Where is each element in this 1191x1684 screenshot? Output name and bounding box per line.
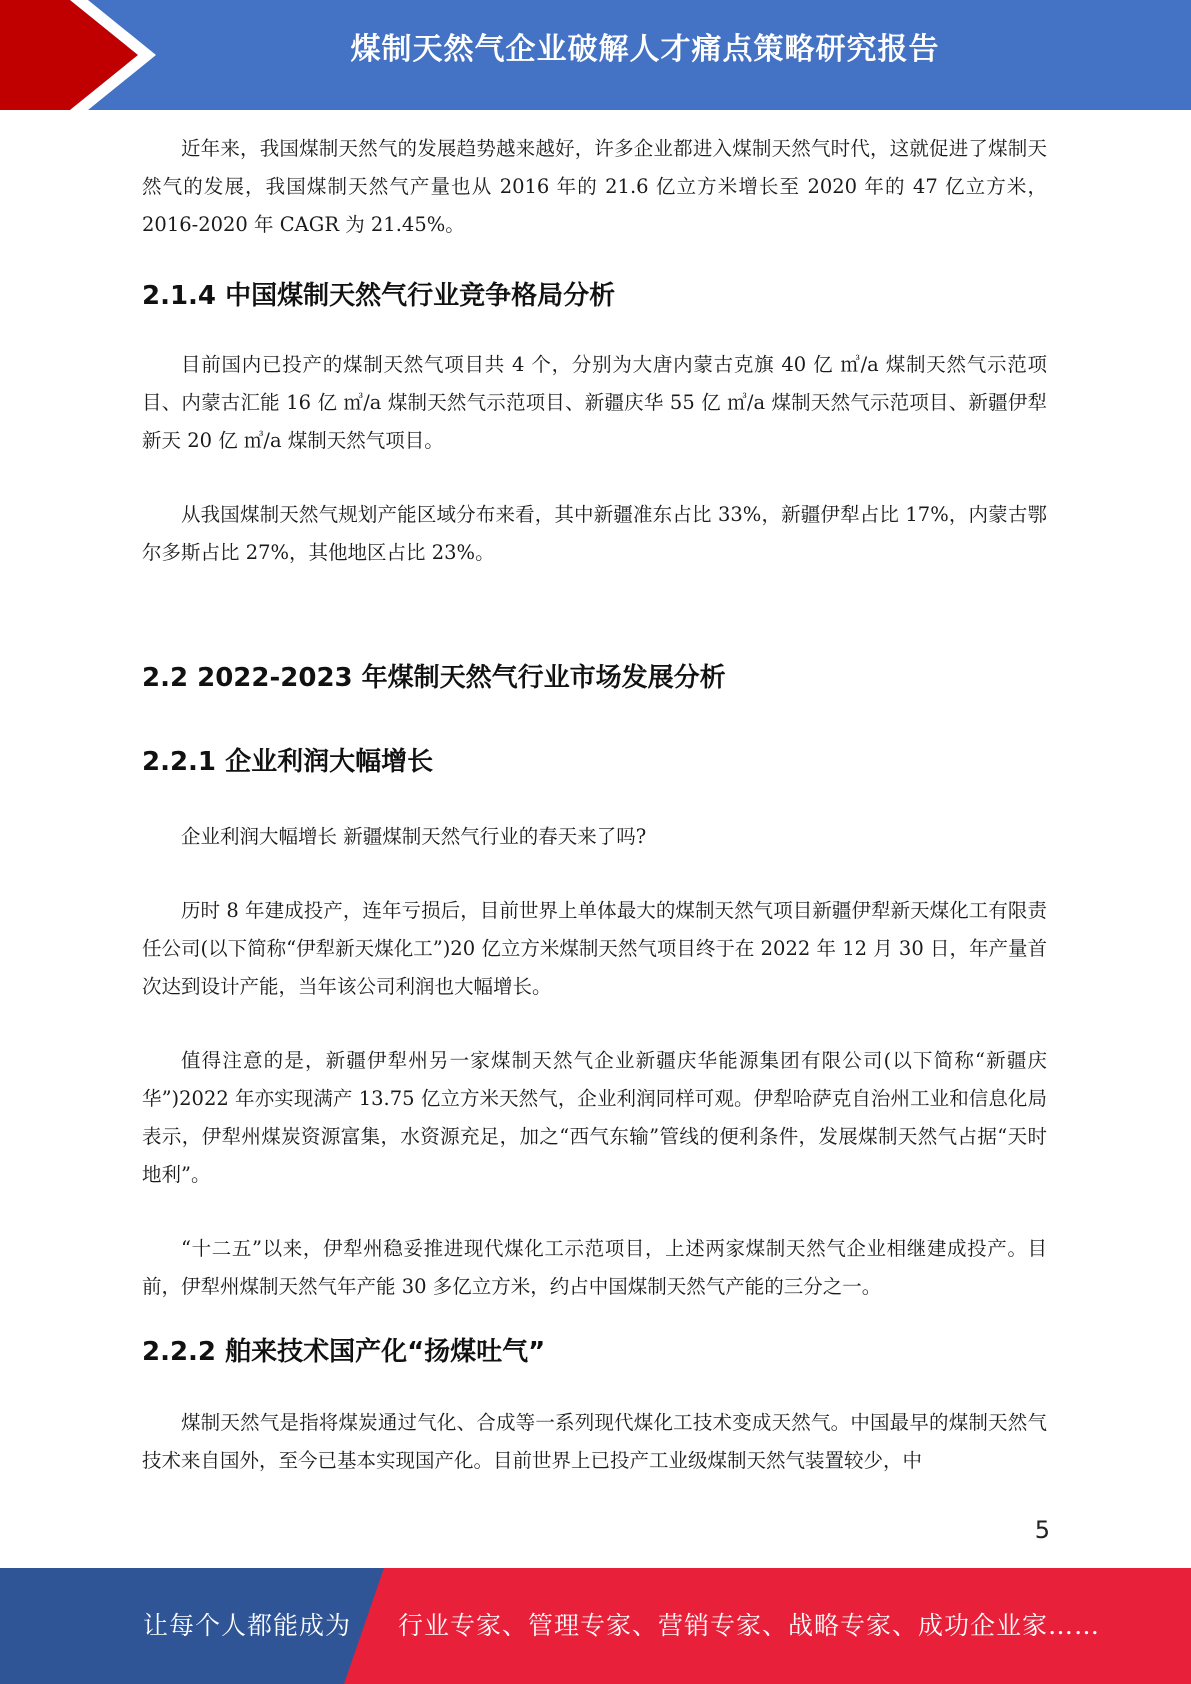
paragraph-profit-question: 企业利润大幅增长 新疆煤制天然气行业的春天来了吗? (181, 825, 647, 848)
footer-slogan-left: 让每个人都能成为 (143, 1611, 352, 1640)
paragraph-projects: 目前国内已投产的煤制天然气项目共 4 个，分别为大唐内蒙古克旗 40 亿 ㎥/a 煤制天然气示范项目、内蒙古汇能 16 亿 ㎥/a 煤制天然气示范项目、新疆庆华 55 亿 ㎥/a 煤制天然气示范项目、新疆伊犁新天 20 亿 ㎥/a 煤制天然气项目。 (142, 353, 1047, 452)
page-header (0, 0, 1191, 110)
document-body (142, 130, 1047, 1480)
footer-slogan-right: 行业专家、管理专家、营销专家、战略专家、成功企业家…… (398, 1611, 1101, 1640)
heading-2-2-2: 2.2.2 舶来技术国产化“扬煤吐气” (142, 1337, 546, 1367)
page-number: 5 (1034, 1516, 1050, 1544)
heading-2-2-1: 2.2.1 企业利润大幅增长 (142, 747, 434, 777)
paragraph-technology: 煤制天然气是指将煤炭通过气化、合成等一系列现代煤化工技术变成天然气。中国最早的煤制天然气技术来自国外，至今已基本实现国产化。目前世界上已投产工业级煤制天然气装置较少，中 (142, 1411, 1047, 1472)
report-title: 煤制天然气企业破解人才痛点策略研究报告 (350, 32, 940, 67)
paragraph-yili-xintian: 历时 8 年建成投产，连年亏损后，目前世界上单体最大的煤制天然气项目新疆伊犁新天煤化工有限责任公司(以下简称“伊犁新天煤化工”)20 亿立方米煤制天然气项目终于在 2022 年 12 月 30 日，年产量首次达到设计产能，当年该公司利润也大幅增长。 (142, 899, 1047, 998)
paragraph-xinjiang-qinghua: 值得注意的是，新疆伊犁州另一家煤制天然气企业新疆庆华能源集团有限公司(以下简称“新疆庆华”)2022 年亦实现满产 13.75 亿立方米天然气，企业利润同样可观。伊犁哈萨克自治州工业和信息化局表示，伊犁州煤炭资源富集，水资源充足，加之“西气东输”管线的便利条件，发展煤制天然气占据“天时地利”。 (142, 1049, 1047, 1186)
paragraph-production-growth: 近年来，我国煤制天然气的发展趋势越来越好，许多企业都进入煤制天然气时代，这就促进了煤制天然气的发展，我国煤制天然气产量也从 2016 年的 21.6 亿立方米增长至 2020 年的 47 亿立方米，2016-2020 年 CAGR 为 21.45%。 (142, 137, 1047, 236)
heading-2-1-4: 2.1.4 中国煤制天然气行业竞争格局分析 (142, 281, 616, 311)
paragraph-capacity-distribution: 从我国煤制天然气规划产能区域分布来看，其中新疆准东占比 33%，新疆伊犁占比 17%，内蒙古鄂尔多斯占比 27%，其他地区占比 23%。 (142, 503, 1047, 564)
heading-2-2: 2.2 2022-2023 年煤制天然气行业市场发展分析 (142, 663, 726, 693)
page-footer (0, 1568, 1191, 1684)
paragraph-12th-five-year: “十二五”以来，伊犁州稳妥推进现代煤化工示范项目，上述两家煤制天然气企业相继建成投产。目前，伊犁州煤制天然气年产能 30 多亿立方米，约占中国煤制天然气产能的三分之一。 (142, 1237, 1047, 1298)
